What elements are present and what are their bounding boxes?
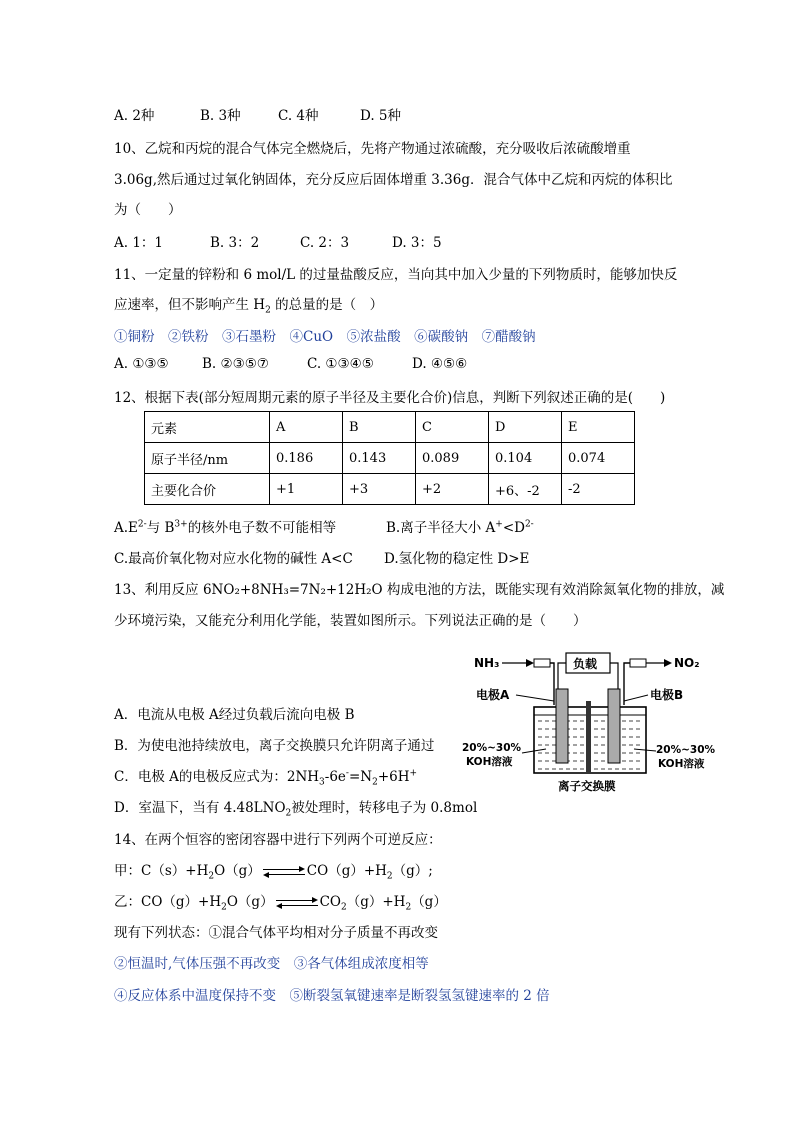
table-cell: +1 <box>270 474 343 505</box>
q9-option-b: B. 3种 <box>200 108 241 124</box>
q13-option-c-mid: -6e <box>324 769 346 785</box>
q10-line3: 为（ ） <box>114 202 182 218</box>
q14-stem: 14、在两个恒容的密闭容器中进行下列两个可逆反应： <box>114 832 442 848</box>
element-table <box>144 411 635 505</box>
q13-line2: 少环境污染，又能充分利用化学能，装置如图所示。下列说法正确的是（ ） <box>114 613 587 629</box>
q12-options-cd <box>114 547 529 567</box>
q10-option-c: C. 2：3 <box>300 235 350 251</box>
table-cell: D <box>489 412 562 443</box>
q12-option-d: D.氢化物的稳定性 D>E <box>384 551 530 567</box>
q11-option-d: D. ④⑤⑥ <box>412 356 468 372</box>
q10-option-b: B. 3：2 <box>210 235 260 251</box>
q11-line1: 11、一定量的锌粉和 6 mol/L 的过量盐酸反应，当向其中加入少量的下列物质时，能够加快反 <box>114 267 678 283</box>
no2-label: NO₂ <box>674 656 700 670</box>
q13-option-b: B．为使电池持续放电，离子交换膜只允许阴离子通过 <box>114 738 435 754</box>
q12-option-a <box>114 516 386 536</box>
q10-line2: 3.06g,然后通过过氧化钠固体，充分反应后固体增重 3.36g．混合气体中乙烷和丙烷的体积比 <box>114 172 673 188</box>
q13-option-c-mid2: =N <box>348 769 373 785</box>
q12-option-a-mid: 与 B <box>146 520 175 536</box>
q14-yi-sub2: 2 <box>340 902 347 913</box>
table-header-row <box>145 412 635 443</box>
table-cell: -2 <box>562 474 635 505</box>
table-cell: 元素 <box>145 412 270 443</box>
membrane-label: 离子交换膜 <box>558 779 616 793</box>
q13-option-d-sub: 2 <box>285 808 292 819</box>
q11-options <box>114 356 467 372</box>
q13-option-c-sub1: 3 <box>319 777 325 788</box>
q14-yi-post-a: CO <box>319 894 341 910</box>
nh3-label: NH₃ <box>474 656 500 670</box>
q11-line2-pre: 应速率，但不影响产生 H <box>114 297 266 313</box>
q13-option-c-sup2: + <box>409 768 418 779</box>
q13-option-d-pre: D．室温下，当有 4.48LNO <box>114 800 286 816</box>
load-label: 负载 <box>573 657 598 671</box>
ion-exchange-membrane <box>586 701 591 773</box>
q14-reaction-jia <box>114 859 433 882</box>
q13-option-c-pre: C．电极 A的电极反应式为：2NH <box>114 769 320 785</box>
q14-jia-sub2: 2 <box>386 871 393 882</box>
table-cell: 0.104 <box>489 443 562 474</box>
q12-option-b-pre: B.离子半径大小 A <box>386 520 496 536</box>
q9-option-a: A. 2种 <box>114 108 155 124</box>
q12-options-ab <box>114 516 534 536</box>
q11-line2-sub: 2 <box>265 305 271 316</box>
q9-options <box>114 104 401 124</box>
q14-state-2: ②恒温时,气体压强不再改变 ③各气体组成浓度相等 <box>114 956 429 972</box>
q9-option-c: C. 4种 <box>278 108 319 124</box>
q12-option-c: C.最高价氧化物对应水化物的碱性 A<C <box>114 551 353 567</box>
right-tube-bend <box>624 663 630 705</box>
table-cell: 0.089 <box>416 443 489 474</box>
koh-left-solution: KOH溶液 <box>466 756 513 768</box>
q13-option-d <box>114 796 477 819</box>
q13-option-c-mid3: +6H <box>377 769 410 785</box>
koh-right-concentration: 20%~30% <box>656 744 716 756</box>
q10-line1: 10、乙烷和丙烷的混合气体完全燃烧后，先将产物通过浓硫酸，充分吸收后浓硫酸增重 <box>114 141 631 157</box>
q12-option-b-sup1: + <box>495 519 503 530</box>
table-cell: 0.074 <box>562 443 635 474</box>
q14-yi-sub3: 2 <box>405 902 412 913</box>
q12-option-a-pre: A.E <box>114 520 138 536</box>
q10-option-a: A. 1：1 <box>114 235 164 251</box>
q9-option-d: D. 5种 <box>360 108 402 124</box>
q14-state-3: ④反应体系中温度保持不变 ⑤断裂氢氧键速率是断裂氢氢键速率的 2 倍 <box>114 988 550 1004</box>
left-tube-bend <box>550 663 554 705</box>
q14-yi-post-c: （g） <box>411 894 447 910</box>
q14-jia-pre: 甲：C（s）+H <box>114 863 209 879</box>
q12-option-a-sup2: 3+ <box>174 519 188 530</box>
q13-option-a: A．电流从电极 A经过负载后流向电极 B <box>114 707 355 723</box>
q11-option-c: C. ①③④⑤ <box>307 356 374 372</box>
table-cell: 原子半径/nm <box>145 443 270 474</box>
equilibrium-arrow-icon <box>276 897 318 909</box>
q14-jia-post-b: （g）; <box>392 863 433 879</box>
equilibrium-arrow-icon <box>263 866 305 878</box>
q11-option-b: B. ②③⑤⑦ <box>202 356 269 372</box>
table-cell: C <box>416 412 489 443</box>
table-cell: E <box>562 412 635 443</box>
q14-jia-post-a: CO（g）+H <box>306 863 387 879</box>
q13-option-c-sub2: 2 <box>372 777 378 788</box>
q14-yi-mid: O（g） <box>226 894 274 910</box>
right-gas-tube <box>630 659 646 667</box>
table-cell: A <box>270 412 343 443</box>
q14-yi-pre: 乙：CO（g）+H <box>114 894 222 910</box>
koh-left-concentration: 20%~30% <box>462 742 522 754</box>
q11-items: ①铜粉 ②铁粉 ③石墨粉 ④CuO ⑤浓盐酸 ⑥碳酸钠 ⑦醋酸钠 <box>114 329 536 345</box>
table-cell: +3 <box>343 474 416 505</box>
table-row <box>145 474 635 505</box>
battery-diagram <box>458 645 730 795</box>
electrode-a <box>556 689 568 763</box>
q10-options <box>114 231 442 251</box>
electrode-a-pointer <box>516 695 554 701</box>
table-cell: 主要化合价 <box>145 474 270 505</box>
table-row <box>145 443 635 474</box>
q12-option-a-sup1: 2- <box>137 519 147 530</box>
q11-option-a: A. ①③⑤ <box>114 356 169 372</box>
q12-option-b <box>386 520 534 536</box>
no2-arrow-head <box>664 659 672 667</box>
q13-option-d-post: 被处理时，转移电子为 0.8mol <box>291 800 478 816</box>
q14-reaction-yi <box>114 890 447 913</box>
koh-right-solution: KOH溶液 <box>658 758 705 770</box>
q14-jia-sub1: 2 <box>208 871 215 882</box>
q14-jia-mid: O（g） <box>214 863 261 879</box>
q12-option-b-mid: <D <box>502 520 525 536</box>
q12-stem: 12、根据下表(部分短周期元素的原子半径及主要化合价)信息，判断下列叙述正确的是( ) <box>114 390 666 406</box>
electrode-a-label: 电极A <box>476 688 510 702</box>
left-gas-tube <box>534 659 550 667</box>
q12-option-b-sup2: 2- <box>524 519 534 530</box>
q12-option-a-post: 的核外电子数不可能相等 <box>187 520 337 536</box>
q14-yi-post-b: （g）+H <box>346 894 406 910</box>
q11-line2 <box>114 293 383 316</box>
q14-state-1: 现有下列状态：①混合气体平均相对分子质量不再改变 <box>114 925 438 941</box>
table-cell: B <box>343 412 416 443</box>
electrode-b <box>608 689 620 763</box>
q13-option-c-sup: - <box>345 768 349 779</box>
table-cell: 0.143 <box>343 443 416 474</box>
nh3-arrow-head <box>526 659 534 667</box>
table-cell: +2 <box>416 474 489 505</box>
q10-option-d: D. 3：5 <box>392 235 442 251</box>
q13-line1: 13、利用反应 6NO₂+8NH₃=7N₂+12H₂O 构成电池的方法，既能实现有效消除氮氧化物的排放，减 <box>114 582 725 598</box>
q13-option-c <box>114 765 417 788</box>
q11-line2-post: 的总量的是（ ） <box>270 297 384 313</box>
electrode-b-label: 电极B <box>650 688 684 702</box>
q14-yi-sub1: 2 <box>221 902 227 913</box>
electrode-b-pointer <box>624 695 648 701</box>
table-cell: 0.186 <box>270 443 343 474</box>
table-cell: +6、-2 <box>489 474 562 505</box>
